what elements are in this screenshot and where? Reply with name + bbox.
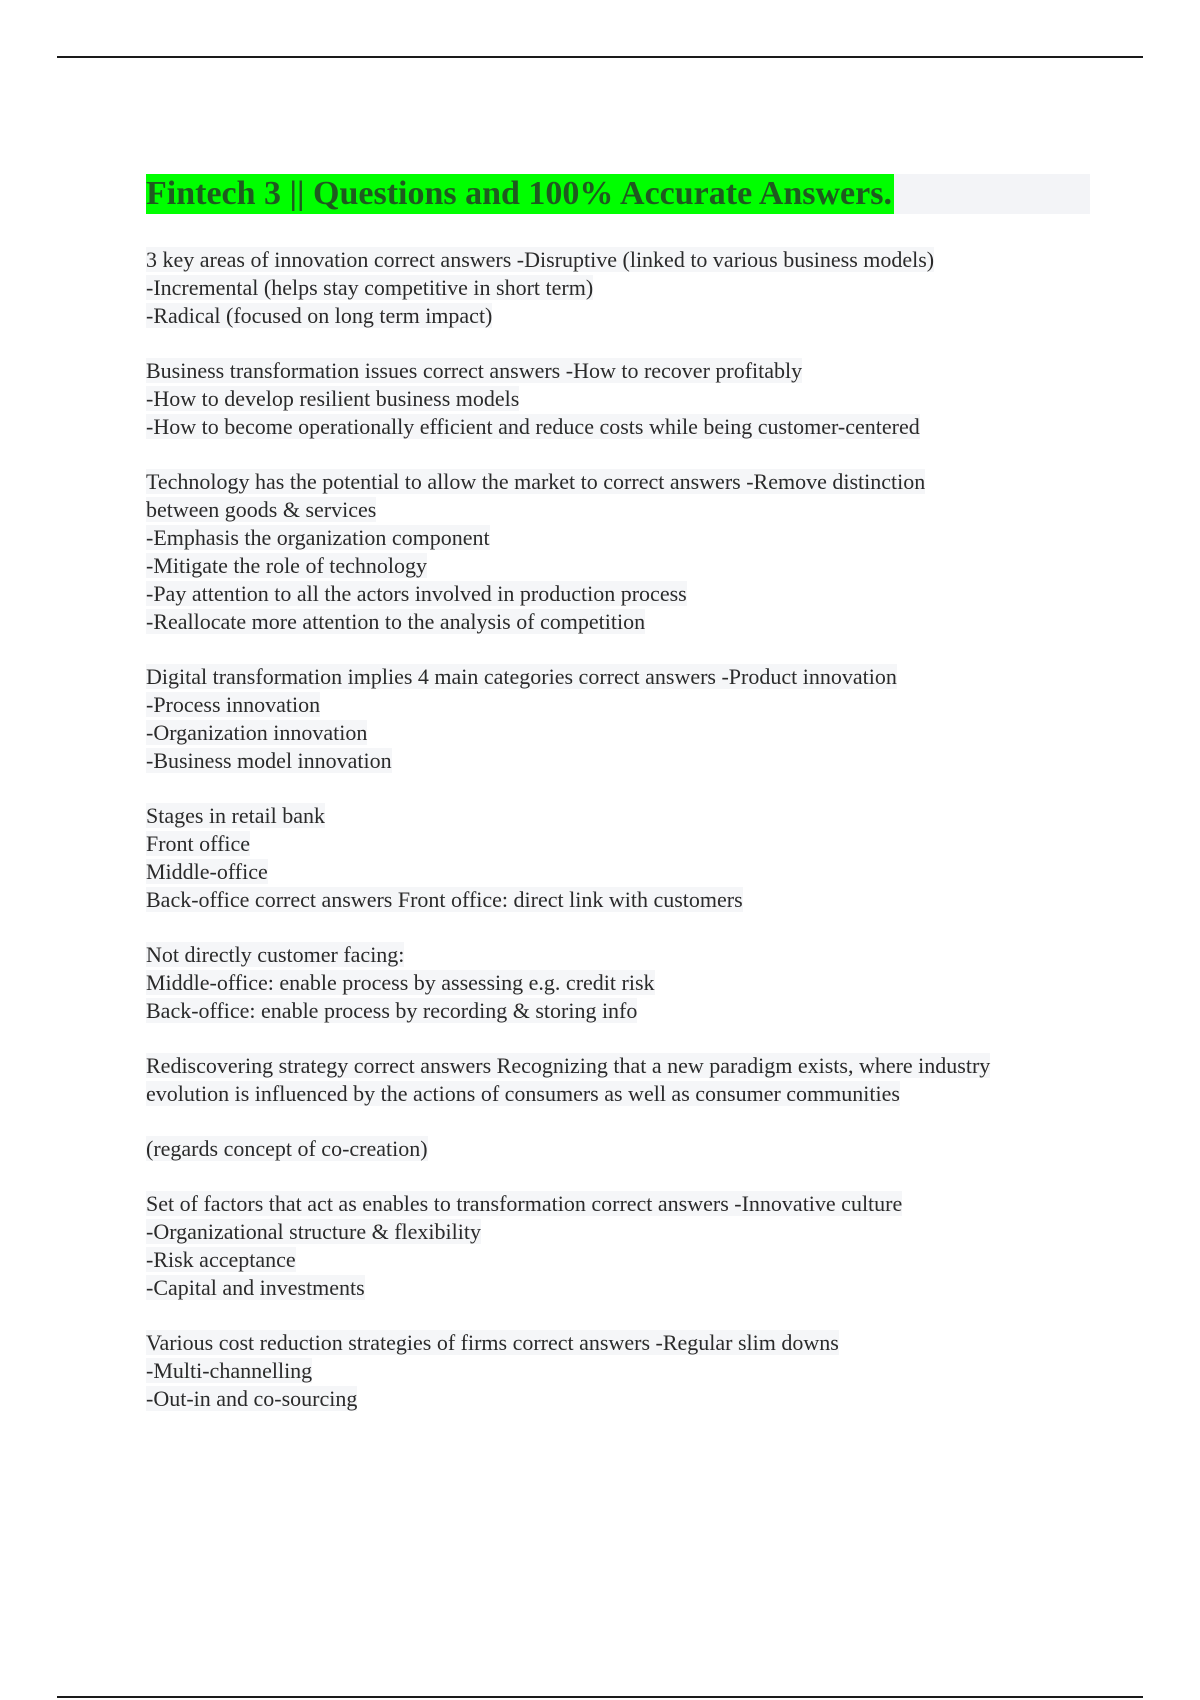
qa-line [146, 552, 1090, 580]
qa-line [146, 496, 1090, 524]
qa-line [146, 1246, 1090, 1274]
qa-line-text: Various cost reduction strategies of firms correct answers -Regular slim downs [146, 1330, 839, 1355]
qa-entry [146, 1135, 1090, 1163]
qa-line-text: -Organization innovation [146, 720, 368, 745]
qa-line [146, 1080, 1090, 1108]
qa-line-text: -Reallocate more attention to the analysis of competition [146, 609, 646, 634]
qa-line [146, 246, 1090, 274]
qa-line [146, 1329, 1090, 1357]
qa-entry [146, 357, 1090, 441]
qa-line [146, 580, 1090, 608]
qa-line-text: -Pay attention to all the actors involved in production process [146, 581, 687, 606]
qa-line-text: -Risk acceptance [146, 1247, 296, 1272]
qa-line-text: -Incremental (helps stay competitive in short term) [146, 275, 594, 300]
qa-entry [146, 1190, 1090, 1302]
qa-line [146, 1274, 1090, 1302]
qa-line [146, 997, 1090, 1025]
qa-entry [146, 941, 1090, 1025]
document-title: Fintech 3 || Questions and 100% Accurate Answers. [146, 175, 892, 212]
qa-list [146, 246, 1090, 1413]
qa-line-text: -Mitigate the role of technology [146, 553, 428, 578]
qa-line-text: Middle-office: enable process by assessing e.g. credit risk [146, 970, 655, 995]
bottom-rule [57, 1696, 1143, 1698]
qa-entry [146, 468, 1090, 636]
qa-line-text: between goods & services [146, 497, 377, 522]
qa-line-text: Set of factors that act as enables to transformation correct answers -Innovative culture [146, 1191, 903, 1216]
qa-line-text: Back-office correct answers Front office: direct link with customers [146, 887, 743, 912]
qa-line [146, 663, 1090, 691]
qa-line [146, 858, 1090, 886]
qa-line [146, 941, 1090, 969]
qa-entry [146, 1329, 1090, 1413]
qa-line-text: -Business model innovation [146, 748, 392, 773]
qa-line-text: 3 key areas of innovation correct answers -Disruptive (linked to various business models) [146, 247, 935, 272]
qa-line-text: Stages in retail bank [146, 803, 326, 828]
qa-line-text: -Out-in and co-sourcing [146, 1386, 358, 1411]
qa-line-text: -Radical (focused on long term impact) [146, 303, 493, 328]
document-body [146, 174, 1090, 1440]
qa-line [146, 719, 1090, 747]
qa-line-text: Digital transformation implies 4 main categories correct answers -Product innovation [146, 664, 897, 689]
qa-line [146, 274, 1090, 302]
title-band [146, 174, 1090, 214]
qa-line [146, 302, 1090, 330]
qa-line [146, 1218, 1090, 1246]
qa-line-text: -Capital and investments [146, 1275, 365, 1300]
qa-line-text: Front office [146, 831, 251, 856]
qa-line [146, 608, 1090, 636]
qa-entry [146, 802, 1090, 914]
qa-line-text: -Organizational structure & flexibility [146, 1219, 481, 1244]
qa-line [146, 691, 1090, 719]
qa-line [146, 413, 1090, 441]
qa-line [146, 830, 1090, 858]
qa-line [146, 969, 1090, 997]
qa-line-text: Business transformation issues correct answers -How to recover profitably [146, 358, 803, 383]
qa-line-text: Technology has the potential to allow the market to correct answers -Remove distinction [146, 469, 926, 494]
qa-line [146, 524, 1090, 552]
qa-line [146, 1052, 1090, 1080]
qa-entry [146, 1052, 1090, 1108]
qa-line [146, 1135, 1090, 1163]
qa-line [146, 1190, 1090, 1218]
qa-line [146, 747, 1090, 775]
qa-line-text: Not directly customer facing: [146, 942, 405, 967]
qa-line-text: -How to become operationally efficient and reduce costs while being customer-centered [146, 414, 920, 439]
qa-line [146, 802, 1090, 830]
qa-line-text: Rediscovering strategy correct answers Recognizing that a new paradigm exists, where industry [146, 1053, 991, 1078]
qa-line-text: (regards concept of co-creation) [146, 1136, 428, 1161]
qa-line-text: -Multi-channelling [146, 1358, 313, 1383]
qa-line [146, 357, 1090, 385]
top-rule [57, 56, 1143, 58]
qa-line-text: evolution is influenced by the actions of consumers as well as consumer communities [146, 1081, 900, 1106]
qa-line-text: Middle-office [146, 859, 268, 884]
qa-line [146, 1385, 1090, 1413]
qa-line-text: -How to develop resilient business models [146, 386, 520, 411]
qa-line-text: Back-office: enable process by recording & storing info [146, 998, 638, 1023]
qa-line [146, 385, 1090, 413]
qa-entry [146, 663, 1090, 775]
qa-line [146, 886, 1090, 914]
qa-line [146, 468, 1090, 496]
qa-line-text: -Emphasis the organization component [146, 525, 490, 550]
qa-entry [146, 246, 1090, 330]
qa-line-text: -Process innovation [146, 692, 321, 717]
qa-line [146, 1357, 1090, 1385]
